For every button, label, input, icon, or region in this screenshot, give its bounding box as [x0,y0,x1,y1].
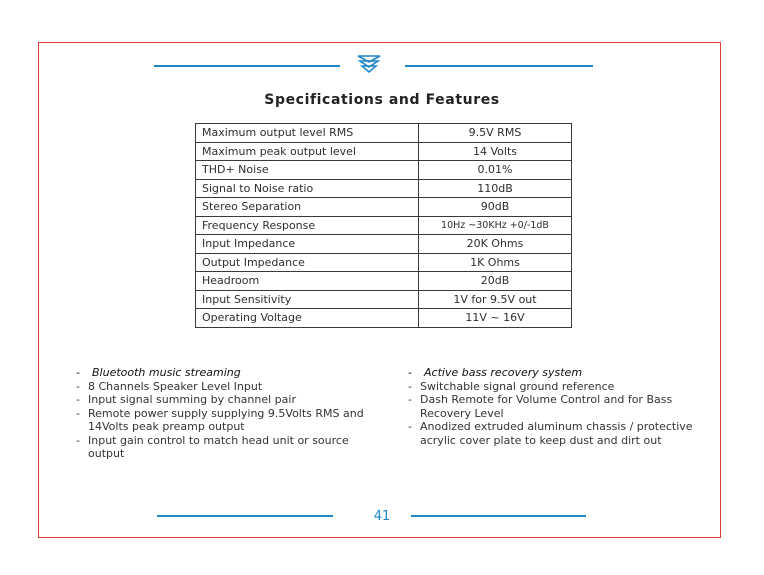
feature-text: Bluetooth music streaming [92,366,241,379]
page-number: 41 [373,509,391,524]
bullet-dash: - [76,433,80,447]
list-item [76,407,376,434]
spec-parameter: THD+ Noise [196,161,419,180]
bullet-dash: - [76,379,80,393]
spec-value: 110dB [419,179,572,198]
list-item [76,393,376,407]
spec-parameter: Input Impedance [196,235,419,254]
spec-value: 10Hz ~30KHz +0/-1dB [419,216,572,235]
spec-parameter: Maximum peak output level [196,142,419,161]
specifications-table [195,123,572,328]
table-row [196,272,572,291]
spec-parameter: Input Sensitivity [196,290,419,309]
spec-parameter: Maximum output level RMS [196,124,419,143]
bullet-dash: - [76,406,80,420]
table-row [196,253,572,272]
page-title: Specifications and Features [264,92,500,108]
spec-parameter: Operating Voltage [196,309,419,328]
bullet-dash: - [408,393,412,406]
table-row [196,124,572,143]
table-row [196,179,572,198]
table-row [196,161,572,180]
spec-value: 11V ~ 16V [419,309,572,328]
feature-text: 8 Channels Speaker Level Input [88,379,263,393]
bullet-dash: - [76,393,80,406]
features-list-right [408,366,698,447]
table-row [196,198,572,217]
feature-text: Active bass recovery system [424,366,583,379]
table-row [196,309,572,328]
feature-text: Dash Remote for Volume Control and for Bass Recovery Level [420,393,673,420]
list-item [76,366,376,380]
spec-parameter: Signal to Noise ratio [196,179,419,198]
spec-value: 20dB [419,272,572,291]
list-item [408,380,698,394]
spec-parameter: Frequency Response [196,216,419,235]
table-row [196,142,572,161]
list-item [408,366,698,380]
spec-value: 14 Volts [419,142,572,161]
bullet-dash: - [408,366,412,379]
table-row [196,290,572,309]
list-item [76,380,376,394]
feature-text: Anodized extruded aluminum chassis / protective acrylic cover plate to keep dust and dirt out [420,420,693,447]
header-rule-right [405,65,593,67]
table-row [196,235,572,254]
footer-rule-right [411,515,586,517]
spec-parameter: Stereo Separation [196,198,419,217]
spec-value: 1K Ohms [419,253,572,272]
list-item [76,434,376,461]
spec-value: 9.5V RMS [419,124,572,143]
spec-value: 1V for 9.5V out [419,290,572,309]
wave-logo-icon [356,53,382,75]
spec-value: 90dB [419,198,572,217]
feature-text: Input signal summing by channel pair [88,393,296,406]
bullet-dash: - [408,379,412,393]
feature-text: Remote power supply supplying 9.5Volts RMS and 14Volts peak preamp output [88,406,364,433]
table-row [196,216,572,235]
header-rule-left [154,65,340,67]
features-list-left [76,366,376,461]
bullet-dash: - [408,420,412,433]
feature-text: Switchable signal ground reference [420,379,615,393]
spec-parameter: Headroom [196,272,419,291]
spec-value: 0.01% [419,161,572,180]
spec-parameter: Output Impedance [196,253,419,272]
bullet-dash: - [76,366,80,379]
list-item [408,393,698,420]
list-item [408,420,698,447]
spec-value: 20K Ohms [419,235,572,254]
feature-text: Input gain control to match head unit or source output [88,433,349,460]
